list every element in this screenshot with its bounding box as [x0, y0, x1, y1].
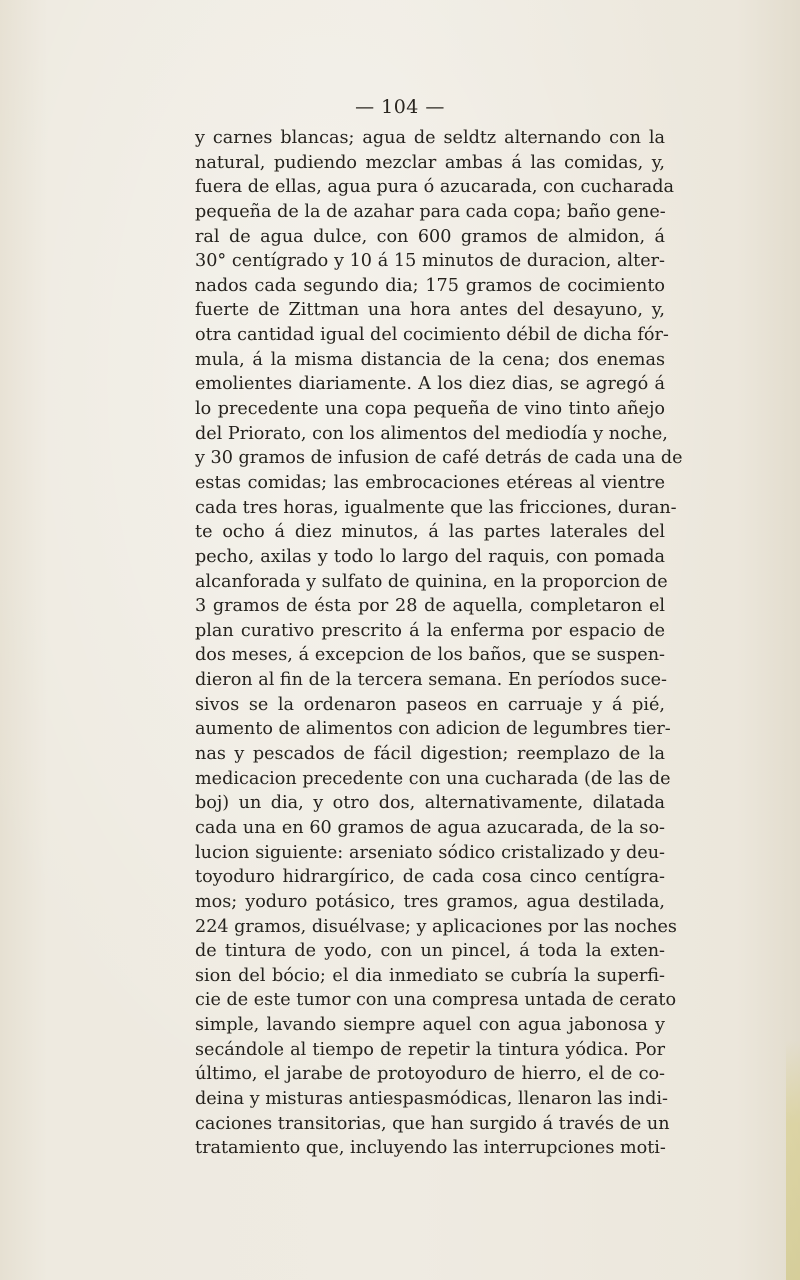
text-line: lo precedente una copa pequeña de vino tinto añejo [195, 399, 665, 420]
text-line: del Priorato, con los alimentos del mediodía y noche, [195, 423, 668, 444]
text-line: nas y pescados de fácil digestion; reemplazo de la [195, 744, 665, 765]
text-line: nados cada segundo dia; 175 gramos de cocimiento [195, 275, 665, 296]
text-line: y carnes blancas; agua de seldtz alternando con la [195, 128, 665, 148]
text-line: simple, lavando siempre aquel con agua jabonosa y [195, 1015, 665, 1036]
text-line: natural, pudiendo mezclar ambas á las comidas, y, [195, 152, 665, 173]
text-line: ral de agua dulce, con 600 gramos de almidon, á [195, 226, 665, 247]
text-line: pecho, axilas y todo lo largo del raquis, con pomada [195, 546, 665, 567]
text-line: secándole al tiempo de repetir la tintura yódica. Por [195, 1039, 665, 1060]
text-line: cada tres horas, igualmente que las fricciones, duran- [195, 497, 677, 518]
text-line: boj) un dia, y otro dos, alternativamente, dilatada [195, 793, 665, 814]
text-line: sivos se la ordenaron paseos en carruaje y á pié, [195, 694, 665, 715]
text-line: medicacion precedente con una cucharada (de las de [195, 768, 671, 789]
text-line: 30° centígrado y 10 á 15 minutos de duracion, alter- [195, 251, 665, 272]
text-line: deina y misturas antiespasmódicas, llenaron las indi- [195, 1088, 668, 1109]
text-line: de tintura de yodo, con un pincel, á toda la exten- [195, 941, 665, 962]
text-line: estas comidas; las embrocaciones etéreas al vientre [195, 472, 665, 493]
text-line: cie de este tumor con una compresa untada de cerato [195, 990, 677, 1011]
text-line: cada una en 60 gramos de agua azucarada, de la so- [195, 817, 665, 838]
page-edge-stain [786, 1040, 800, 1280]
text-line: plan curativo prescrito á la enferma por espacio de [195, 620, 665, 641]
text-line: caciones transitorias, que han surgido á través de un [195, 1113, 670, 1134]
text-line: pequeña de la de azahar para cada copa; baño gene- [195, 201, 666, 222]
text-line: emolientes diariamente. A los diez dias, se agregó á [195, 374, 665, 395]
text-line: dieron al fin de la tercera semana. En períodos suce- [195, 670, 667, 691]
text-line: 224 gramos, disuélvase; y aplicaciones por las noches [195, 916, 677, 937]
text-line: y 30 gramos de infusion de café detrás de cada una de [195, 448, 683, 469]
text-line: sion del bócio; el dia inmediato se cubría la superfi- [195, 965, 665, 986]
text-line: otra cantidad igual del cocimiento débil de dicha fór- [195, 325, 669, 346]
text-line: toyoduro hidrargírico, de cada cosa cinco centígra- [195, 867, 665, 888]
text-line: dos meses, á excepcion de los baños, que se suspen- [195, 645, 665, 666]
text-line: tratamiento que, incluyendo las interrupciones moti- [195, 1138, 666, 1159]
text-line: 3 gramos de ésta por 28 de aquella, completaron el [195, 596, 665, 617]
text-line: te ocho á diez minutos, á las partes laterales del [195, 522, 665, 543]
text-line: fuerte de Zittman una hora antes del desayuno, y, [195, 300, 665, 321]
text-line: fuera de ellas, agua pura ó azucarada, con cucharada [195, 177, 674, 198]
page-number: — 104 — [355, 96, 445, 118]
text-line: último, el jarabe de protoyoduro de hierro, el de co- [195, 1064, 665, 1085]
text-line: mula, á la misma distancia de la cena; dos enemas [195, 349, 665, 370]
text-line: lucion siguiente: arseniato sódico cristalizado y deu- [195, 842, 665, 863]
body-text [195, 126, 683, 1161]
text-line: aumento de alimentos con adicion de legumbres tier- [195, 719, 671, 740]
text-line: mos; yoduro potásico, tres gramos, agua destilada, [195, 891, 665, 912]
text-line: alcanforada y sulfato de quinina, en la proporcion de [195, 571, 668, 592]
